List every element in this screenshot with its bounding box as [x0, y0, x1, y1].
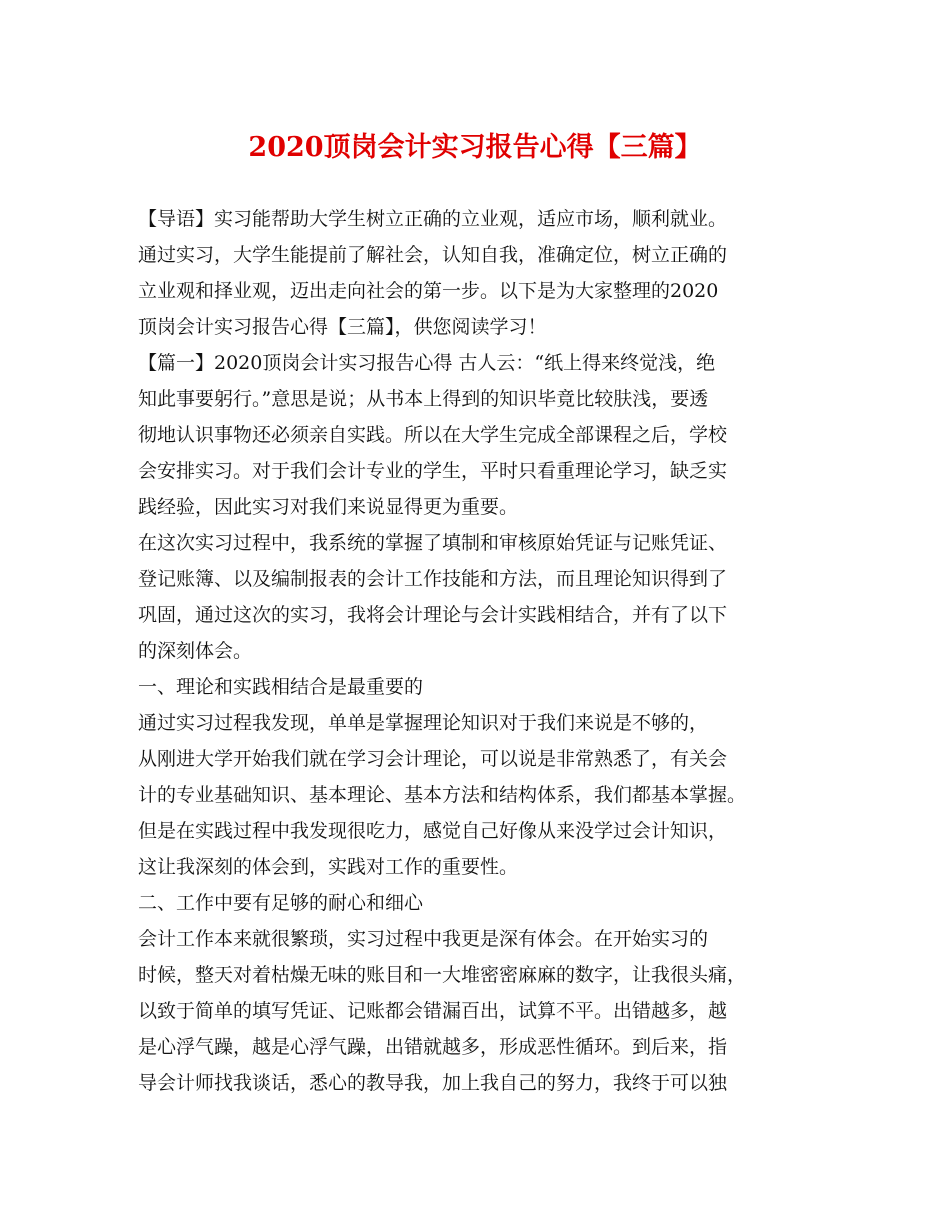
body-line: 导会计师找我谈话，悉心的教导我，加上我自己的努力，我终于可以独	[138, 1072, 728, 1094]
body-line: 以致于简单的填写凭证、记账都会错漏百出，试算不平。出错越多，越	[138, 1000, 728, 1022]
body-line: 的深刻体会。	[138, 640, 253, 662]
body-line: 通过实习，大学生能提前了解社会，认知自我，准确定位，树立正确的	[138, 244, 728, 266]
body-line: 会计工作本来就很繁琐，实习过程中我更是深有体会。在开始实习的	[138, 928, 709, 950]
body-line: 彻地认识事物还必须亲自实践。所以在大学生完成全部课程之后，学校	[138, 424, 728, 446]
body-line: 践经验，因此实习对我们来说显得更为重要。	[138, 496, 519, 518]
body-line: 时候，整天对着枯燥无味的账目和一大堆密密麻麻的数字，让我很头痛，	[138, 964, 747, 986]
body-line: 知此事要躬行。”意思是说；从书本上得到的知识毕竟比较肤浅，要透	[138, 388, 709, 410]
body-line: 一、理论和实践相结合是最重要的	[138, 676, 424, 698]
body-line: 是心浮气躁，越是心浮气躁，出错就越多，形成恶性循环。到后来，指	[138, 1036, 728, 1058]
body-line: 这让我深刻的体会到，实践对工作的重要性。	[138, 856, 519, 878]
body-line: 会安排实习。对于我们会计专业的学生，平时只看重理论学习，缺乏实	[138, 460, 728, 482]
document-body	[138, 201, 828, 1101]
body-line: 立业观和择业观，迈出走向社会的第一步。以下是为大家整理的2020	[138, 280, 719, 302]
body-line: 通过实习过程我发现，单单是掌握理论知识对于我们来说是不够的，	[138, 712, 709, 734]
body-line: 二、工作中要有足够的耐心和细心	[138, 892, 424, 914]
body-line: 但是在实践过程中我发现很吃力，感觉自己好像从来没学过会计知识，	[138, 820, 728, 842]
document-title: 2020顶岗会计实习报告心得【三篇】	[248, 132, 702, 163]
body-line: 在这次实习过程中，我系统的掌握了填制和审核原始凭证与记账凭证、	[138, 532, 728, 554]
body-line: 【导语】实习能帮助大学生树立正确的立业观，适应市场，顺利就业。	[138, 208, 728, 230]
body-line: 【篇一】2020顶岗会计实习报告心得 古人云：“纸上得来终觉浅，绝	[138, 352, 716, 374]
body-line: 计的专业基础知识、基本理论、基本方法和结构体系，我们都基本掌握。	[138, 784, 747, 806]
body-line: 顶岗会计实习报告心得【三篇】，供您阅读学习！	[138, 316, 547, 338]
body-line: 登记账簿、以及编制报表的会计工作技能和方法，而且理论知识得到了	[138, 568, 728, 590]
body-line: 从刚进大学开始我们就在学习会计理论，可以说是非常熟悉了，有关会	[138, 748, 728, 770]
body-line: 巩固，通过这次的实习，我将会计理论与会计实践相结合，并有了以下	[138, 604, 728, 626]
